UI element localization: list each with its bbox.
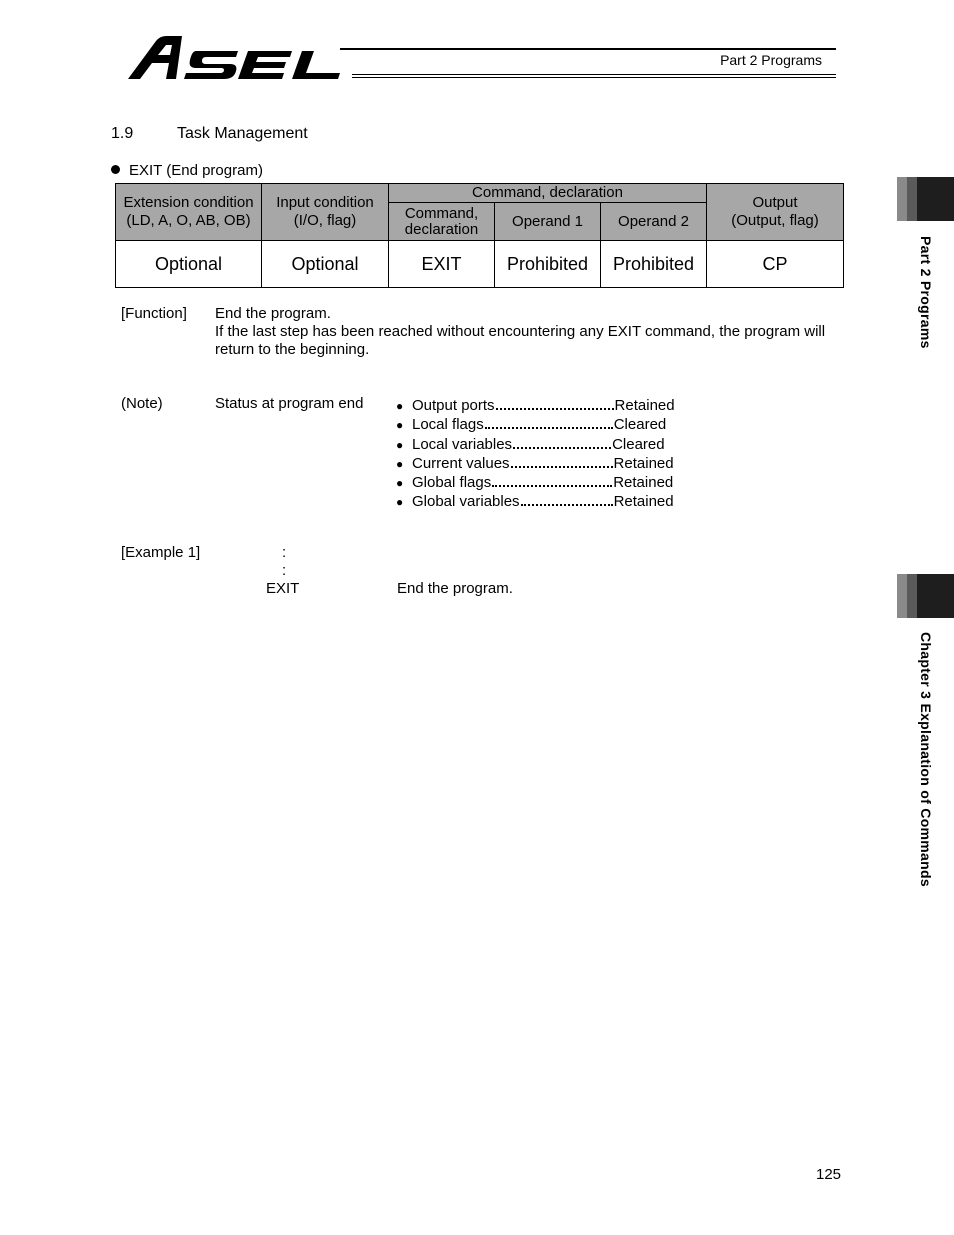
example-ellipsis-2: : <box>282 562 287 579</box>
leader-dots <box>496 395 614 410</box>
section-title: Task Management <box>177 125 308 142</box>
bullet-icon: ● <box>396 495 404 510</box>
section-number: 1.9 <box>111 125 134 142</box>
bullet-icon: ● <box>396 418 404 433</box>
bullet-icon: ● <box>396 456 404 471</box>
header-rule-bottom-2 <box>352 77 836 78</box>
header-rule-bottom <box>352 74 836 75</box>
side-tab-chapter-label: Chapter 3 Explanation of Commands <box>918 632 934 887</box>
leader-dots <box>511 453 613 468</box>
function-line2: If the last step has been reached without encountering any EXIT command, the program will return to the beginning. <box>215 323 826 358</box>
header-part-label: Part 2 Programs <box>720 52 822 68</box>
header-command-group: Command, declaration <box>389 184 707 203</box>
example-command: EXIT <box>266 580 300 597</box>
header-rule-top <box>340 48 836 50</box>
note-label: (Note) <box>121 395 163 412</box>
command-title-text: EXIT (End program) <box>129 162 263 179</box>
side-tab-chapter <box>897 574 954 618</box>
bullet-icon: ● <box>396 476 404 491</box>
bullet-icon <box>111 165 120 174</box>
header-output: Output (Output, flag) <box>707 184 844 241</box>
bullet-icon: ● <box>396 437 404 452</box>
function-line1: End the program. <box>215 305 331 322</box>
section-heading <box>111 125 308 143</box>
leader-dots <box>513 434 611 449</box>
status-list <box>396 395 696 511</box>
leader-dots <box>485 414 613 429</box>
header-operand1: Operand 1 <box>495 203 601 241</box>
cell-extension-condition: Optional <box>116 241 262 288</box>
list-item: ● Global flags Retained <box>396 474 674 492</box>
cell-operand1: Prohibited <box>495 241 601 288</box>
leader-dots <box>521 491 613 506</box>
example-ellipsis-1: : <box>282 544 287 561</box>
cell-command: EXIT <box>389 241 495 288</box>
list-item: ● Global variables Retained <box>396 493 674 511</box>
bullet-icon: ● <box>396 399 404 413</box>
header-operand2: Operand 2 <box>601 203 707 241</box>
note-heading: Status at program end <box>215 395 364 412</box>
leader-dots <box>492 472 612 487</box>
side-tab-part-label: Part 2 Programs <box>918 236 934 349</box>
header-extension-condition: Extension condition (LD, A, O, AB, OB) <box>116 184 262 241</box>
list-item: ● Current values Retained <box>396 454 674 472</box>
function-text <box>215 305 855 359</box>
side-tab-part <box>897 177 954 221</box>
cell-input-condition: Optional <box>262 241 389 288</box>
list-item: ● Local variables Cleared <box>396 435 665 453</box>
example-label: [Example 1] <box>121 544 201 561</box>
header-command: Command, declaration <box>389 203 495 241</box>
command-title <box>111 162 263 179</box>
cell-output: CP <box>707 241 844 288</box>
page-number: 125 <box>816 1166 842 1183</box>
function-label: [Function] <box>121 305 187 322</box>
command-table <box>115 183 844 288</box>
list-item: ● Output ports Retained <box>396 397 675 414</box>
asel-logo <box>126 33 351 83</box>
header-input-condition: Input condition (I/O, flag) <box>262 184 389 241</box>
example-description: End the program. <box>397 580 513 597</box>
list-item: ● Local flags Cleared <box>396 416 667 434</box>
cell-operand2: Prohibited <box>601 241 707 288</box>
